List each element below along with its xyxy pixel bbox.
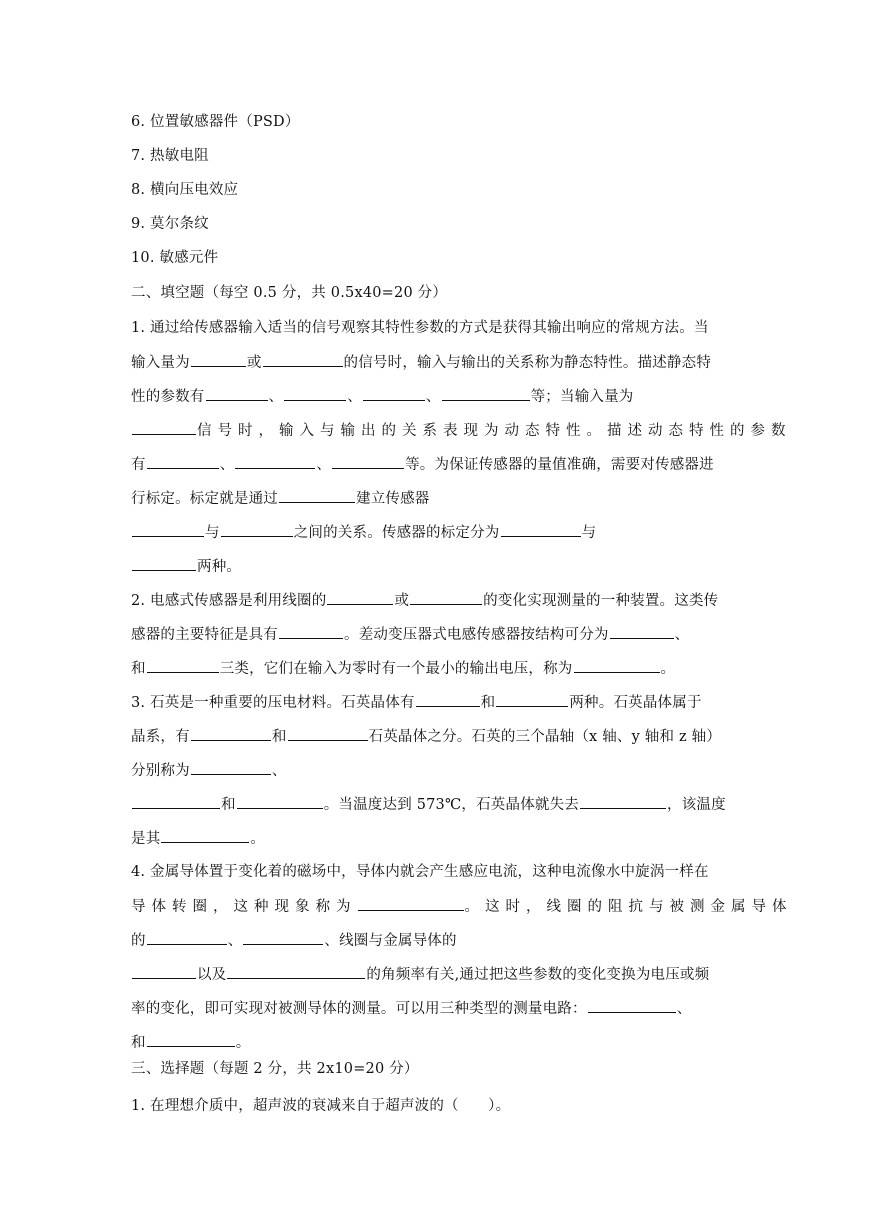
question-line: 输入量为 或 的信号时，输入与输出的关系称为静态特性。描述静态特 [131,352,741,373]
question-line: 和 。 [131,1032,741,1053]
question-line: 导体转圈，这种现象称为 。这时，线圈的阻抗与被测金属导体 [131,896,741,917]
answer-blank[interactable] [588,998,676,1013]
question-line: 与 之间的关系。传感器的标定分为 与 [131,522,741,543]
question-line: 两种。 [131,556,741,577]
definition-item: 8. 横向压电效应 [131,182,239,198]
answer-blank[interactable] [147,930,227,945]
question-line: 信号时，输入与输出的关系表现为动态特性。描述动态特性的参数 [131,420,741,441]
answer-blank[interactable] [243,930,323,945]
question-line: 率的变化，即可实现对被测导体的测量。可以用三种类型的测量电路： 、 [131,998,741,1019]
answer-blank[interactable] [191,760,271,775]
definition-item: 7. 热敏电阻 [131,148,209,164]
answer-blank[interactable] [284,386,346,401]
answer-blank[interactable] [235,454,315,469]
definition-item: 9. 莫尔条纹 [131,216,209,232]
definition-item: 10. 敏感元件 [131,250,219,266]
answer-blank[interactable] [221,522,293,537]
question-line: 和 三类，它们在输入为零时有一个最小的输出电压，称为 。 [131,658,741,679]
answer-blank[interactable] [580,794,666,809]
answer-blank[interactable] [132,556,196,571]
answer-blank[interactable] [147,454,219,469]
section-2-title: 二、填空题（每空 0.5 分，共 0.5x40=20 分） [131,285,448,301]
answer-blank[interactable] [237,794,323,809]
answer-blank[interactable] [147,1032,235,1047]
question-line: 分别称为 、 [131,760,741,781]
answer-blank[interactable] [206,386,268,401]
question-line: 行标定。标定就是通过 建立传感器 [131,488,741,509]
answer-blank[interactable] [442,386,530,401]
answer-blank[interactable] [161,828,249,843]
answer-blank[interactable] [132,522,204,537]
question-line: 以及 的角频率有关,通过把这些参数的变化变换为电压或频 [131,964,741,985]
definition-item: 6. 位置敏感器件（PSD） [131,114,300,130]
answer-blank[interactable] [279,624,343,639]
answer-blank[interactable] [416,692,480,707]
section-3-title: 三、选择题（每题 2 分，共 2x10=20 分） [131,1061,419,1077]
answer-blank[interactable] [227,964,365,979]
answer-blank[interactable] [147,658,219,673]
question-line: 1. 通过给传感器输入适当的信号观察其特性参数的方式是获得其输出响应的常规方法。当 [131,320,709,336]
question-line: 和 。当温度达到 573℃，石英晶体就失去 ，该温度 [131,794,741,815]
answer-blank[interactable] [610,624,674,639]
question-line: 是其 。 [131,828,741,849]
question-line: 4. 金属导体置于变化着的磁场中，导体内就会产生感应电流，这种电流像水中旋涡一样在 [131,864,709,880]
question-line: 有 、 、 等。为保证传感器的量值准确，需要对传感器进 [131,454,741,475]
question-line: 感器的主要特征是具有 。差动变压器式电感传感器按结构可分为 、 [131,624,741,645]
answer-blank[interactable] [358,896,464,911]
choice-question: 1. 在理想介质中，超声波的衰减来自于超声波的（ ）。 [131,1098,511,1114]
answer-blank[interactable] [363,386,425,401]
answer-blank[interactable] [191,726,271,741]
answer-blank[interactable] [332,454,404,469]
answer-blank[interactable] [501,522,581,537]
answer-blank[interactable] [263,352,343,367]
answer-blank[interactable] [288,726,368,741]
answer-blank[interactable] [132,964,196,979]
answer-blank[interactable] [410,590,482,605]
answer-blank[interactable] [327,590,393,605]
question-line: 3. 石英是一种重要的压电材料。石英晶体有 和 两种。石英晶体属于 [131,692,741,713]
question-line: 2. 电感式传感器是利用线圈的 或 的变化实现测量的一种装置。这类传 [131,590,741,611]
answer-blank[interactable] [279,488,355,503]
question-line: 性的参数有 、 、 、 等；当输入量为 [131,386,741,407]
answer-blank[interactable] [132,794,220,809]
question-line: 晶系，有 和 石英晶体之分。石英的三个晶轴（x 轴、y 轴和 z 轴） [131,726,741,747]
answer-blank[interactable] [191,352,246,367]
answer-blank[interactable] [496,692,568,707]
answer-blank[interactable] [132,420,196,435]
answer-blank[interactable] [574,658,660,673]
question-line: 的 、 、线圈与金属导体的 [131,930,741,951]
